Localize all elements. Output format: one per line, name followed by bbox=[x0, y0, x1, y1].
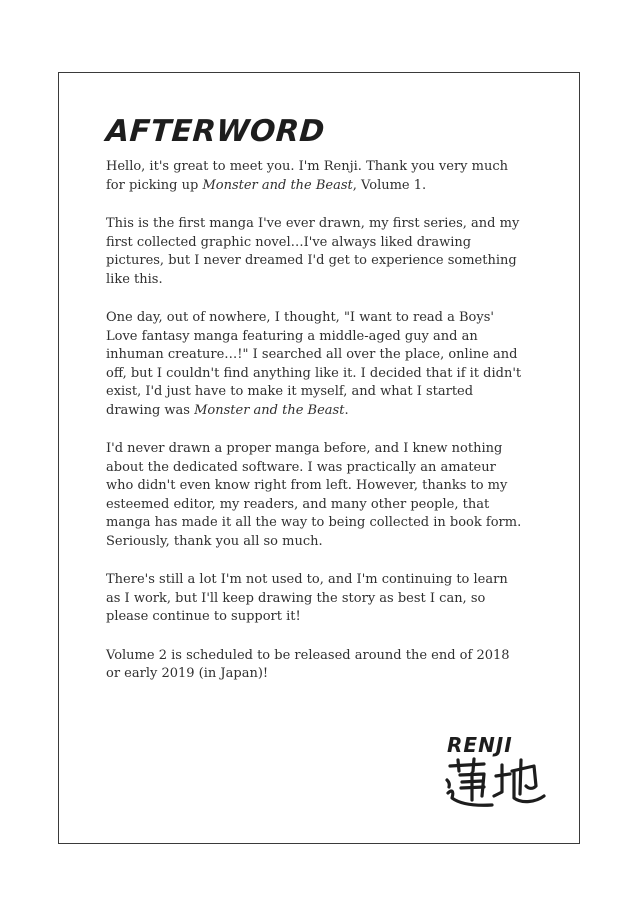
kanji-stroke bbox=[450, 764, 484, 766]
paragraph-5 bbox=[106, 571, 526, 627]
paragraph-3-text-b: . bbox=[344, 402, 349, 418]
paragraph-1 bbox=[106, 158, 526, 195]
paragraph-1-text-b: , Volume 1. bbox=[352, 177, 427, 193]
paragraph-3 bbox=[106, 309, 526, 420]
paragraph-1-text-a: Hello, it's great to meet you. I'm Renji. Thank you very much for picking up bbox=[106, 159, 509, 193]
paragraph-4-text: I'd never drawn a proper manga before, and I knew nothing about the dedicated software. I was practically an amateur who didn't even know right from left. However, thanks to my esteemed editor, my readers, and many other people, that manga has made it all the way to being collected in book form. Seriously, thank you all so much. bbox=[106, 441, 522, 549]
paragraph-4 bbox=[106, 440, 526, 551]
paragraph-5-text: There's still a lot I'm not used to, and I'm continuing to learn as I work, but I'll keep drawing the story as best I can, so please continue to support it! bbox=[106, 572, 508, 624]
paragraph-3-text-a: One day, out of nowhere, I thought, "I want to read a Boys' Love fantasy manga featuring a middle-aged guy and an inhuman creature…!" I searched all over the place, online and off, but I couldn't find anything like it. I decided that if it didn't exist, I'd just have to make it myself, and what I started drawing was bbox=[106, 310, 522, 418]
afterword-body bbox=[106, 158, 526, 704]
paragraph-2 bbox=[106, 215, 526, 289]
signature-kanji-image bbox=[444, 756, 548, 812]
paragraph-2-text: This is the first manga I've ever drawn, my first series, and my first collected graphic novel…I've always liked drawing pictures, but I never dreamed I'd get to experience something like this. bbox=[106, 216, 520, 287]
paragraph-3-title-italic: Monster and the Beast bbox=[194, 402, 345, 418]
page-title: AFTERWORD bbox=[104, 114, 327, 149]
paragraph-1-title-italic: Monster and the Beast bbox=[202, 177, 353, 193]
paragraph-6-text: Volume 2 is scheduled to be released around the end of 2018 or early 2019 (in Japan)! bbox=[106, 647, 510, 681]
signature-latin: RENJI bbox=[447, 733, 513, 757]
paragraph-6 bbox=[106, 647, 526, 684]
